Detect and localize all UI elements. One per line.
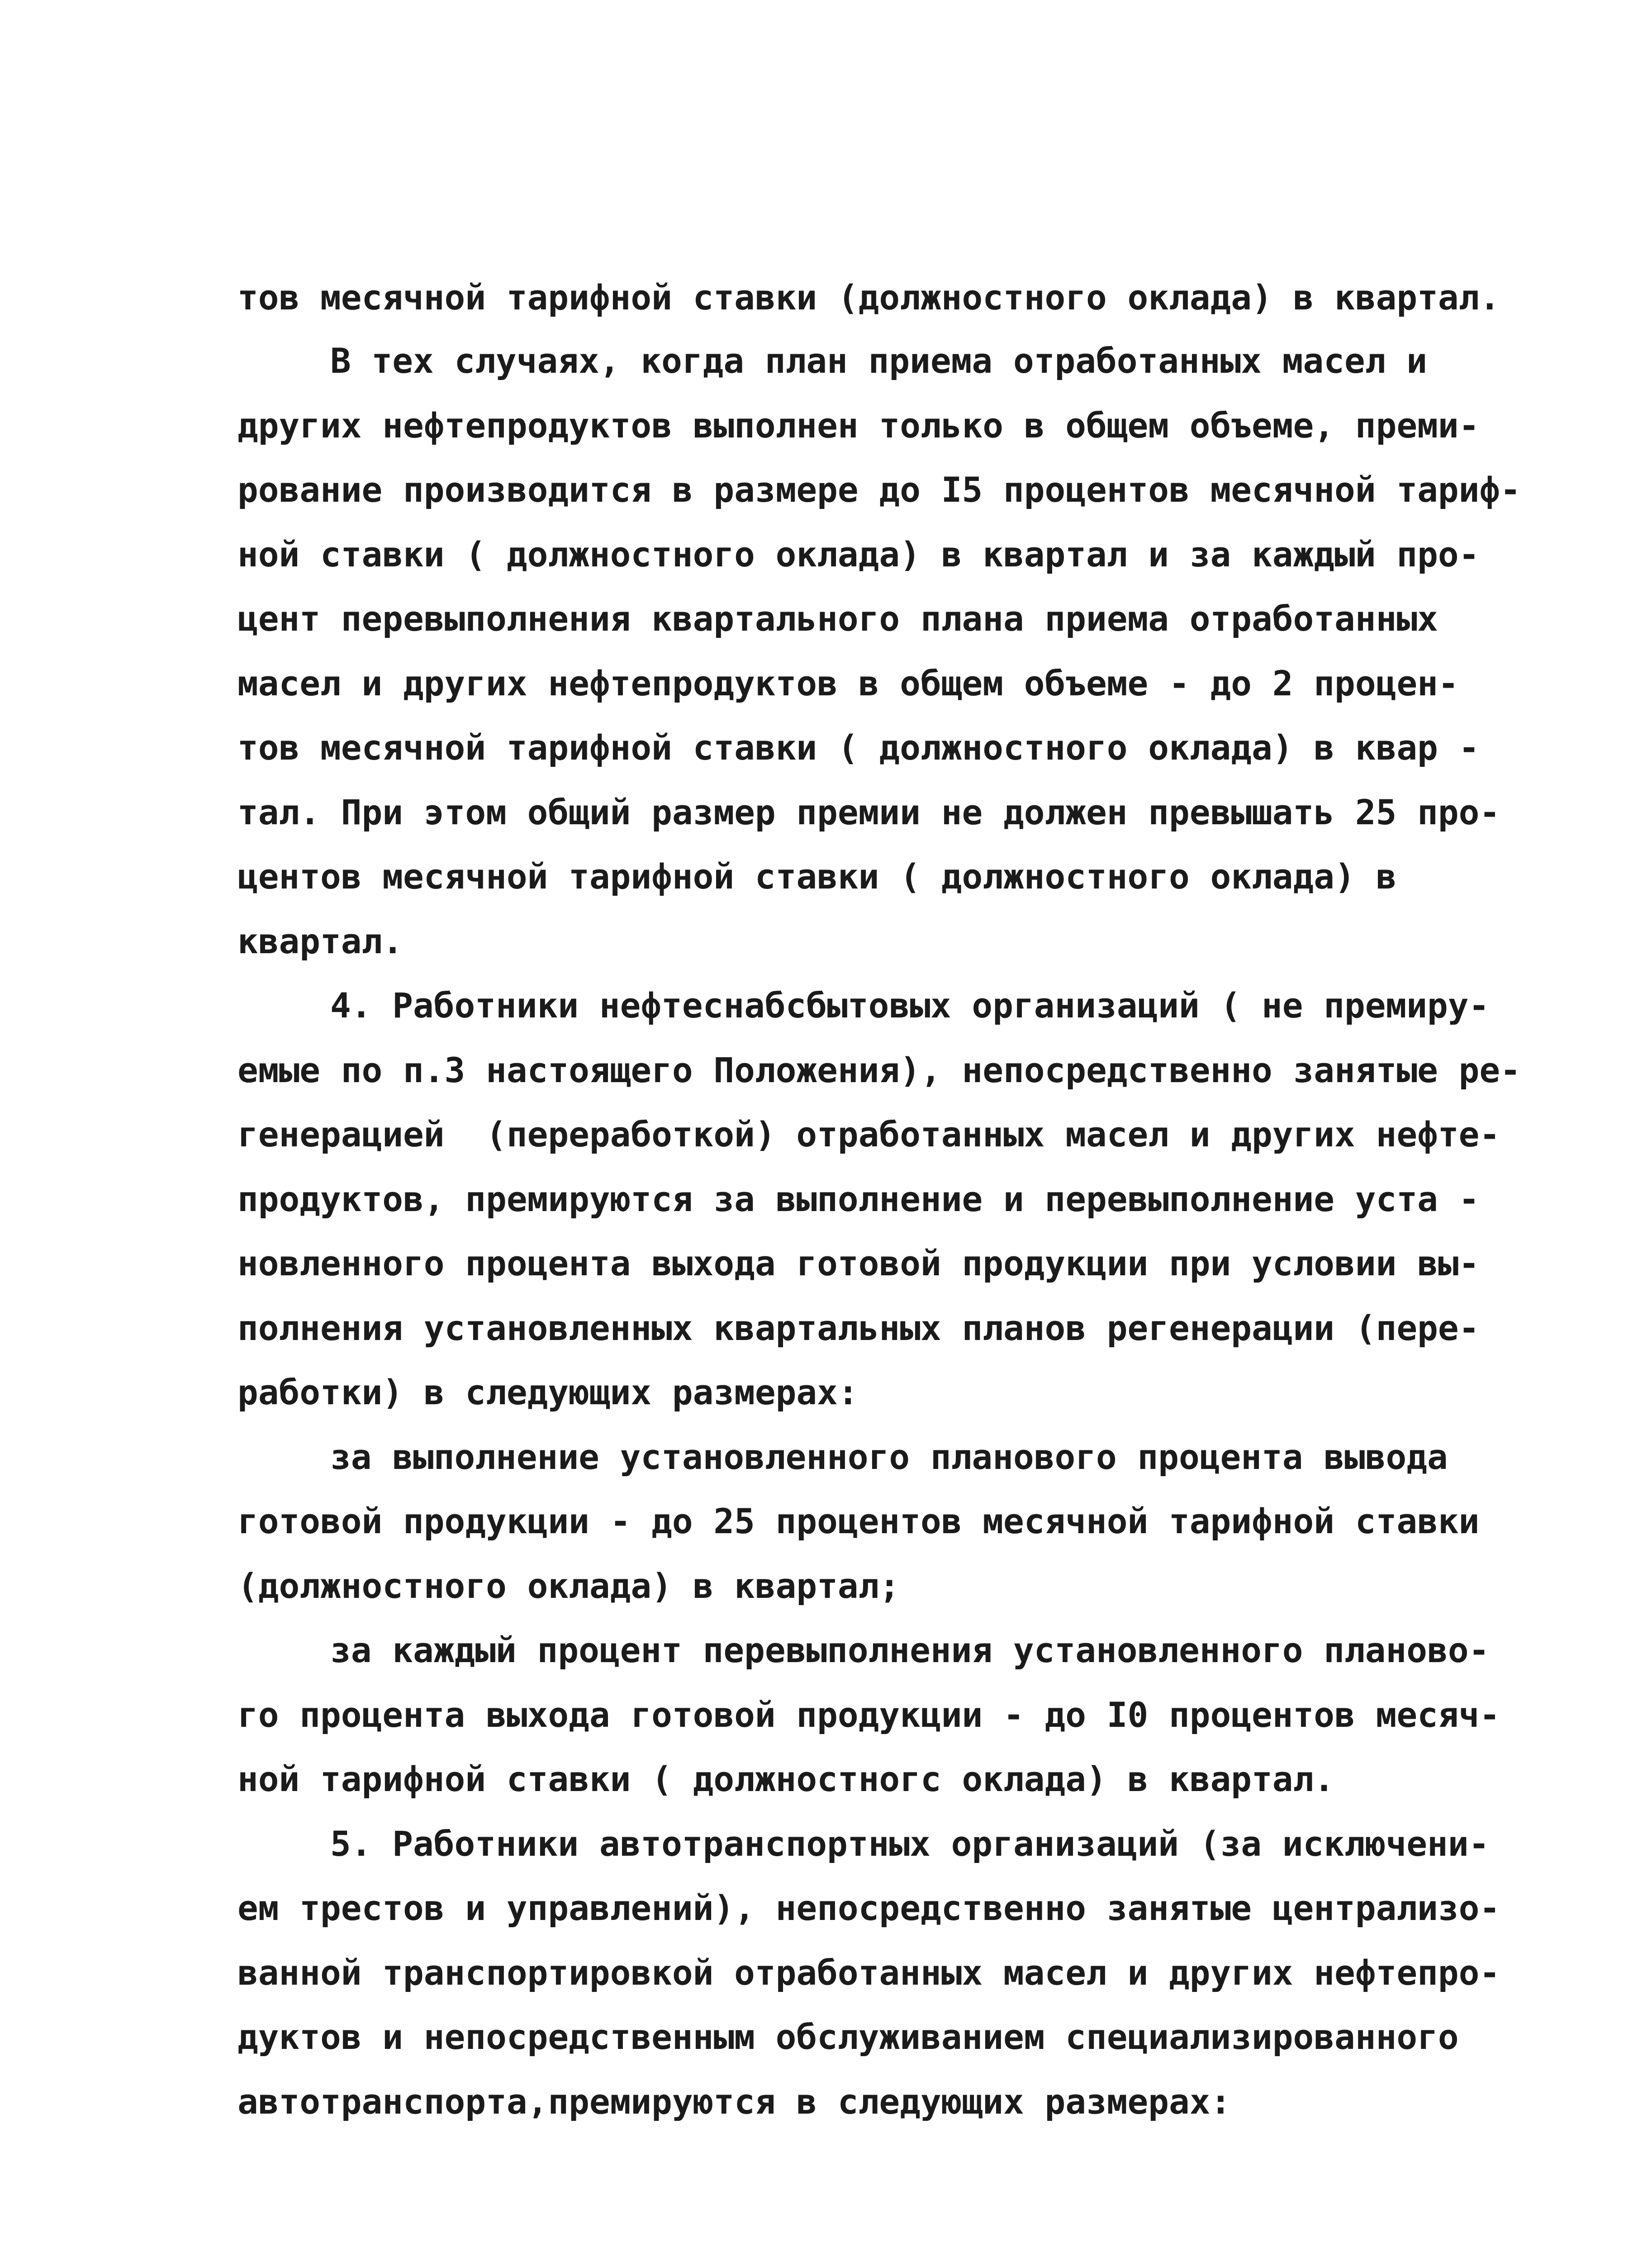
text-line: рование производится в размере до I5 процентов месячной тариф- bbox=[237, 470, 1521, 510]
text-line: продуктов, премируются за выполнение и перевыполнение уста - bbox=[237, 1179, 1480, 1219]
text-line: ной ставки ( должностного оклада) в квартал и за каждый про- bbox=[237, 534, 1480, 575]
text-line: дуктов и непосредственным обслуживанием специализированного bbox=[237, 2017, 1459, 2057]
text-line: готовой продукции - до 25 процентов месячной тарифной ставки bbox=[237, 1501, 1480, 1541]
text-line: работки) в следующих размерах: bbox=[237, 1372, 859, 1412]
text-line: 5. Работники автотранспортных организаций (за исключени- bbox=[330, 1824, 1490, 1864]
text-line: ванной транспортировкой отработанных масел и других нефтепро- bbox=[237, 1953, 1500, 1993]
text-line: новленного процента выхода готовой продукции при условии вы- bbox=[237, 1243, 1480, 1283]
text-line: (должностного оклада) в квартал; bbox=[237, 1566, 900, 1606]
text-line: масел и других нефтепродуктов в общем объеме - до 2 процен- bbox=[237, 663, 1459, 703]
text-line: тов месячной тарифной ставки ( должностного оклада) в квар - bbox=[237, 727, 1480, 768]
text-line: цент перевыполнения квартального плана приема отработанных bbox=[237, 599, 1438, 639]
text-line: квартал. bbox=[237, 921, 404, 961]
text-line: центов месячной тарифной ставки ( должностного оклада) в bbox=[237, 856, 1397, 897]
text-line: ной тарифной ставки ( должностногс оклада) в квартал. bbox=[237, 1759, 1335, 1799]
text-line: емые по п.3 настоящего Положения), непосредственно занятые ре- bbox=[237, 1050, 1521, 1090]
text-line: тов месячной тарифной ставки (должностного оклада) в квартал. bbox=[237, 277, 1500, 318]
text-line: го процента выхода готовой продукции - до I0 процентов месяч- bbox=[237, 1695, 1500, 1735]
text-line: полнения установленных квартальных планов регенерации (пере- bbox=[237, 1308, 1480, 1348]
text-line: генерацией (переработкой) отработанных масел и других нефте- bbox=[237, 1114, 1500, 1155]
text-line: автотранспорта,премируются в следующих размерах: bbox=[237, 2081, 1231, 2122]
text-line: 4. Работники нефтеснабсбытовых организаций ( не премиру- bbox=[330, 985, 1490, 1026]
text-line: других нефтепродуктов выполнен только в общем объеме, преми- bbox=[237, 405, 1480, 446]
text-line: за каждый процент перевыполнения установленного планово- bbox=[330, 1630, 1490, 1670]
text-line: ем трестов и управлений), непосредственно занятые централизо- bbox=[237, 1888, 1500, 1928]
text-line: тал. При этом общий размер премии не должен превышать 25 про- bbox=[237, 792, 1500, 832]
text-line: за выполнение установленного планового процента вывода bbox=[330, 1437, 1448, 1477]
text-line: В тех случаях, когда план приема отработанных масел и bbox=[330, 341, 1428, 381]
